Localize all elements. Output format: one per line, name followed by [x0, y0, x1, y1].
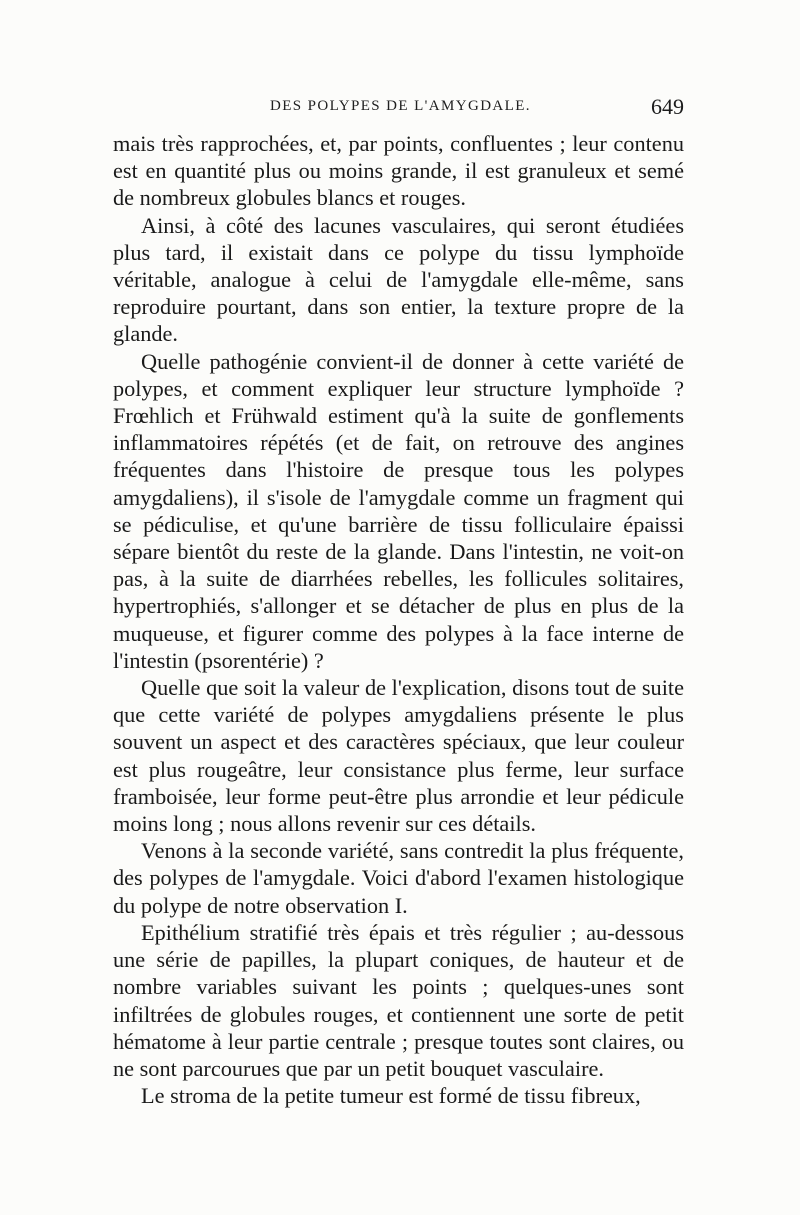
page-number: 649	[651, 94, 684, 119]
body-text	[113, 130, 684, 1109]
paragraph-7: Le stroma de la petite tumeur est formé de tissu fibreux,	[141, 1083, 641, 1109]
paragraph-6: Epithélium stratifié très épais et très régulier ; au-dessous une série de papilles, la plupart coniques, de hauteur et de nombre variables suivant les points ; quelques-unes sont infiltrées de globules rouges, et contiennent une sorte de petit hématome à leur partie centrale ; presque toutes sont claires, ou ne sont parcourues que par un petit bouquet vasculaire.	[113, 919, 684, 1081]
paragraph-2: Ainsi, à côté des lacunes vasculaires, qui seront étudiées plus tard, il existait dans ce polype du tissu lymphoïde véritable, analogue à celui de l'amygdale elle-même, sans reproduire pourtant, dans son entier, la texture propre de la glande.	[113, 212, 684, 347]
paragraph-3: Quelle pathogénie convient-il de donner à cette variété de polypes, et comment expliquer leur structure lymphoïde ? Frœhlich et Frühwald estiment qu'à la suite de gonflements inflammatoires répétés (et de fait, on retrouve des angines fréquentes dans l'histoire de presque tous les polypes amygdaliens), il s'isole de l'amygdale comme un fragment qui se pédiculise, et qu'une barrière de tissu folliculaire épaissi sépare bientôt du reste de la glande. Dans l'intestin, ne voit-on pas, à la suite de diarrhées rebelles, les follicules solitaires, hypertrophiés, s'allonger et se détacher de plus en plus de la muqueuse, et figurer comme des polypes à la face interne de l'intestin (psorentérie) ?	[113, 348, 684, 673]
running-head	[110, 96, 684, 126]
running-title: DES POLYPES DE L'AMYGDALE.	[270, 98, 531, 114]
paragraph-4: Quelle que soit la valeur de l'explication, disons tout de suite que cette variété de polypes amygdaliens présente le plus souvent un aspect et des caractères spéciaux, que leur couleur est plus rougeâtre, leur consistance plus ferme, leur surface framboisée, leur forme peut-être plus arrondie et leur pédicule moins long ; nous allons revenir sur ces détails.	[113, 675, 684, 837]
paragraph-5: Venons à la seconde variété, sans contredit la plus fréquente, des polypes de l'amygdale. Voici d'abord l'examen histologique du polype de notre observation I.	[113, 838, 684, 918]
paragraph-1: mais très rapprochées, et, par points, confluentes ; leur contenu est en quantité plus ou moins grande, il est granuleux et semé de nombreux globules blancs et rouges.	[113, 131, 684, 211]
